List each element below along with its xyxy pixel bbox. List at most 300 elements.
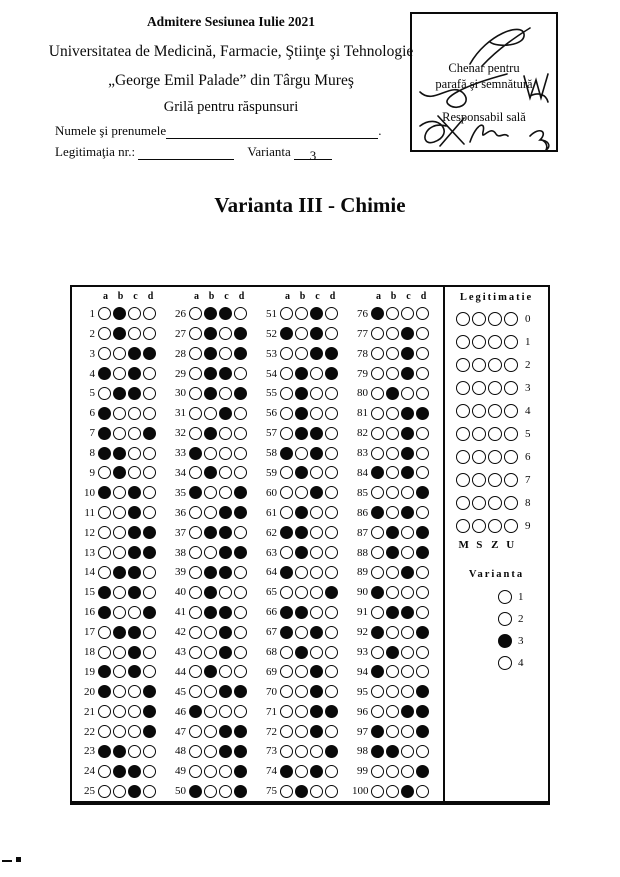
legitimatie-bubble-1-1 xyxy=(472,335,486,349)
answer-bubble-43-b xyxy=(204,646,217,659)
answer-bubble-66-d xyxy=(325,606,338,619)
legitimatie-letter-S: S xyxy=(476,539,483,551)
question-row-48 xyxy=(170,742,250,762)
question-row-34 xyxy=(170,463,250,483)
question-row-74 xyxy=(261,761,341,781)
question-row-86 xyxy=(352,503,432,523)
answer-bubble-45-a xyxy=(189,685,202,698)
question-row-21 xyxy=(79,702,159,722)
answer-bubble-68-b xyxy=(295,646,308,659)
answer-bubble-86-b xyxy=(386,506,399,519)
question-row-31 xyxy=(170,403,250,423)
question-number-67: 67 xyxy=(266,626,277,639)
answer-bubble-47-a xyxy=(189,725,202,738)
legitimatie-bubble-2-3 xyxy=(504,358,518,372)
question-row-60 xyxy=(261,483,341,503)
answer-bubble-44-a xyxy=(189,665,202,678)
answer-bubble-47-d xyxy=(234,725,247,738)
question-number-3: 3 xyxy=(89,347,95,360)
university-name: Universitatea de Medicină, Farmacie, Ştiinţe şi Tehnologie xyxy=(48,43,414,60)
answer-bubble-93-a xyxy=(371,646,384,659)
question-number-73: 73 xyxy=(266,745,277,758)
answer-bubble-16-b xyxy=(113,606,126,619)
question-number-68: 68 xyxy=(266,646,277,658)
option-letter-d: d xyxy=(147,291,154,302)
option-letter-c: c xyxy=(133,291,138,302)
varianta-rows xyxy=(445,586,548,674)
answer-bubble-94-a xyxy=(371,665,384,678)
answer-bubble-34-b xyxy=(204,466,217,479)
legitimatie-bubble-8-1 xyxy=(472,496,486,510)
option-header-row xyxy=(261,291,341,304)
answer-bubble-2-b xyxy=(113,327,126,340)
answer-bubble-50-d xyxy=(234,785,247,798)
answer-bubble-30-d xyxy=(234,387,247,400)
answer-bubble-29-b xyxy=(204,367,217,380)
answer-bubble-39-d xyxy=(234,566,247,579)
answer-bubble-19-d xyxy=(143,665,156,678)
answer-bubble-17-c xyxy=(128,626,141,639)
answer-bubble-26-a xyxy=(189,307,202,320)
answer-bubble-51-a xyxy=(280,307,293,320)
question-row-37 xyxy=(170,523,250,543)
answer-bubble-5-d xyxy=(143,387,156,400)
question-number-64: 64 xyxy=(266,566,277,579)
question-number-91: 91 xyxy=(357,606,368,619)
answer-bubble-11-c xyxy=(128,506,141,519)
question-row-40 xyxy=(170,582,250,602)
answer-bubble-88-d xyxy=(416,546,429,559)
question-row-72 xyxy=(261,722,341,742)
answer-bubble-46-a xyxy=(189,705,202,718)
answer-bubble-7-d xyxy=(143,427,156,440)
answer-bubble-29-c xyxy=(219,367,232,380)
answer-bubble-91-a xyxy=(371,606,384,619)
answer-bubble-53-a xyxy=(280,347,293,360)
answer-bubble-3-a xyxy=(98,347,111,360)
id-blank-line xyxy=(138,148,234,160)
answer-bubble-18-b xyxy=(113,646,126,659)
option-letter-a: a xyxy=(103,291,108,302)
answer-bubble-44-b xyxy=(204,665,217,678)
answer-bubble-21-a xyxy=(98,705,111,718)
legitimatie-bubble-5-2 xyxy=(488,427,502,441)
answer-bubble-23-c xyxy=(128,745,141,758)
answer-bubble-37-d xyxy=(234,526,247,539)
answer-bubble-2-d xyxy=(143,327,156,340)
option-letter-c: c xyxy=(315,291,320,302)
legitimatie-digit-label-2: 2 xyxy=(525,358,531,371)
varianta-row-2 xyxy=(445,608,548,630)
question-row-44 xyxy=(170,662,250,682)
answer-bubble-83-a xyxy=(371,447,384,460)
stamp-box xyxy=(410,12,558,152)
question-number-7: 7 xyxy=(89,427,95,440)
answer-bubble-12-c xyxy=(128,526,141,539)
question-number-60: 60 xyxy=(266,486,277,499)
answer-bubble-57-d xyxy=(325,427,338,440)
answer-bubble-95-b xyxy=(386,685,399,698)
answer-bubble-55-b xyxy=(295,387,308,400)
name-label: Numele şi prenumele xyxy=(55,123,167,138)
option-header-row xyxy=(79,291,159,304)
question-row-41 xyxy=(170,602,250,622)
question-number-49: 49 xyxy=(175,765,186,778)
answer-bubble-42-b xyxy=(204,626,217,639)
answer-bubble-90-a xyxy=(371,586,384,599)
legitimatie-bubble-7-3 xyxy=(504,473,518,487)
varianta-bubble-4 xyxy=(498,656,512,670)
answer-bubble-55-d xyxy=(325,387,338,400)
signature-stroke xyxy=(470,125,508,142)
answer-bubble-18-c xyxy=(128,646,141,659)
question-number-74: 74 xyxy=(266,765,277,778)
answer-bubble-3-c xyxy=(128,347,141,360)
question-number-32: 32 xyxy=(175,427,186,440)
answer-bubble-52-a xyxy=(280,327,293,340)
answer-bubble-10-b xyxy=(113,486,126,499)
answer-bubble-22-c xyxy=(128,725,141,738)
answer-bubble-82-b xyxy=(386,427,399,440)
question-number-15: 15 xyxy=(84,586,95,599)
legitimatie-letter-Z: Z xyxy=(491,539,499,551)
question-row-97 xyxy=(352,722,432,742)
answer-bubble-46-b xyxy=(204,705,217,718)
question-number-39: 39 xyxy=(175,566,186,579)
answer-bubble-64-d xyxy=(325,566,338,579)
answer-bubble-46-d xyxy=(234,705,247,718)
question-row-55 xyxy=(261,383,341,403)
answer-bubble-8-c xyxy=(128,447,141,460)
answer-bubble-36-b xyxy=(204,506,217,519)
answer-bubble-34-a xyxy=(189,466,202,479)
option-letter-c: c xyxy=(224,291,229,302)
legitimatie-row-1 xyxy=(445,330,548,353)
answer-bubble-83-c xyxy=(401,447,414,460)
answer-bubble-83-b xyxy=(386,447,399,460)
answer-bubble-41-c xyxy=(219,606,232,619)
answer-bubble-75-d xyxy=(325,785,338,798)
answer-bubble-42-c xyxy=(219,626,232,639)
legitimatie-row-3 xyxy=(445,376,548,399)
answer-bubble-52-b xyxy=(295,327,308,340)
answer-bubble-8-d xyxy=(143,447,156,460)
legitimatie-bubble-0-3 xyxy=(504,312,518,326)
answer-bubble-82-d xyxy=(416,427,429,440)
question-row-15 xyxy=(79,582,159,602)
question-row-93 xyxy=(352,642,432,662)
answer-bubble-73-d xyxy=(325,745,338,758)
question-number-66: 66 xyxy=(266,606,277,619)
answer-bubble-82-c xyxy=(401,427,414,440)
answer-bubble-87-d xyxy=(416,526,429,539)
question-number-77: 77 xyxy=(357,327,368,340)
option-letter-d: d xyxy=(329,291,336,302)
answer-bubble-98-c xyxy=(401,745,414,758)
answer-bubble-95-d xyxy=(416,685,429,698)
answer-bubble-57-a xyxy=(280,427,293,440)
answer-bubble-61-b xyxy=(295,506,308,519)
question-row-6 xyxy=(79,403,159,423)
answer-bubble-9-d xyxy=(143,466,156,479)
question-number-80: 80 xyxy=(357,387,368,400)
question-number-92: 92 xyxy=(357,626,368,639)
name-line-suffix: . xyxy=(378,123,382,138)
answer-bubble-36-d xyxy=(234,506,247,519)
answer-bubble-31-b xyxy=(204,407,217,420)
varianta-row-3 xyxy=(445,630,548,652)
question-row-26 xyxy=(170,304,250,324)
answer-bubble-23-a xyxy=(98,745,111,758)
question-row-59 xyxy=(261,463,341,483)
question-number-95: 95 xyxy=(357,685,368,698)
answer-bubble-10-a xyxy=(98,486,111,499)
option-letter-c: c xyxy=(406,291,411,302)
question-row-10 xyxy=(79,483,159,503)
answer-bubble-48-a xyxy=(189,745,202,758)
answer-bubble-60-a xyxy=(280,486,293,499)
answer-bubble-90-b xyxy=(386,586,399,599)
question-row-85 xyxy=(352,483,432,503)
question-number-16: 16 xyxy=(84,606,95,619)
answer-bubble-35-c xyxy=(219,486,232,499)
question-number-93: 93 xyxy=(357,646,368,658)
question-number-52: 52 xyxy=(266,327,277,340)
answer-bubble-97-d xyxy=(416,725,429,738)
question-number-70: 70 xyxy=(266,685,277,698)
answer-bubble-3-d xyxy=(143,347,156,360)
question-number-28: 28 xyxy=(175,347,186,360)
answer-bubble-24-b xyxy=(113,765,126,778)
answer-bubble-5-a xyxy=(98,387,111,400)
question-row-18 xyxy=(79,642,159,662)
question-columns xyxy=(72,287,443,801)
question-number-88: 88 xyxy=(357,546,368,559)
option-header-row xyxy=(170,291,250,304)
legitimatie-bubble-6-1 xyxy=(472,450,486,464)
answer-bubble-22-d xyxy=(143,725,156,738)
legitimatie-bubble-2-1 xyxy=(472,358,486,372)
legitimatie-row-4 xyxy=(445,399,548,422)
legitimatie-bubble-9-0 xyxy=(456,519,470,533)
question-row-3 xyxy=(79,344,159,364)
question-row-5 xyxy=(79,383,159,403)
answer-bubble-68-d xyxy=(325,646,338,659)
question-number-55: 55 xyxy=(266,387,277,400)
answer-bubble-1-c xyxy=(128,307,141,320)
legitimatie-bubble-3-2 xyxy=(488,381,502,395)
answer-bubble-31-d xyxy=(234,407,247,420)
question-number-87: 87 xyxy=(357,526,368,539)
answer-bubble-69-b xyxy=(295,665,308,678)
answer-bubble-69-d xyxy=(325,665,338,678)
answer-bubble-98-d xyxy=(416,745,429,758)
legitimatie-digit-label-3: 3 xyxy=(525,381,531,394)
answer-bubble-46-c xyxy=(219,705,232,718)
answer-bubble-28-c xyxy=(219,347,232,360)
question-number-1: 1 xyxy=(89,307,95,320)
answer-bubble-84-d xyxy=(416,466,429,479)
option-letter-b: b xyxy=(208,291,215,302)
answer-bubble-32-c xyxy=(219,427,232,440)
answer-bubble-55-c xyxy=(310,387,323,400)
legitimatie-bubble-7-0 xyxy=(456,473,470,487)
answer-bubble-30-c xyxy=(219,387,232,400)
answer-bubble-100-c xyxy=(401,785,414,798)
answer-bubble-84-c xyxy=(401,466,414,479)
answer-bubble-24-d xyxy=(143,765,156,778)
legitimatie-bubble-0-2 xyxy=(488,312,502,326)
varianta-bubble-3 xyxy=(498,634,512,648)
stamp-text xyxy=(412,60,556,92)
answer-bubble-17-b xyxy=(113,626,126,639)
option-letter-b: b xyxy=(299,291,306,302)
stamp-line-1: Chenar pentru xyxy=(448,61,520,75)
answer-bubble-5-b xyxy=(113,387,126,400)
question-row-75 xyxy=(261,781,341,801)
legitimatie-bubble-4-1 xyxy=(472,404,486,418)
answer-bubble-36-a xyxy=(189,506,202,519)
answer-bubble-4-d xyxy=(143,367,156,380)
question-row-80 xyxy=(352,383,432,403)
legitimatie-bubble-3-1 xyxy=(472,381,486,395)
answer-bubble-75-c xyxy=(310,785,323,798)
answer-bubble-79-b xyxy=(386,367,399,380)
varianta-row-4 xyxy=(445,652,548,674)
scan-artifact xyxy=(2,860,28,872)
answer-bubble-14-a xyxy=(98,566,111,579)
answer-bubble-32-d xyxy=(234,427,247,440)
answer-bubble-61-a xyxy=(280,506,293,519)
answer-bubble-64-a xyxy=(280,566,293,579)
question-number-33: 33 xyxy=(175,447,186,460)
answer-bubble-20-c xyxy=(128,685,141,698)
question-row-94 xyxy=(352,662,432,682)
answer-bubble-93-c xyxy=(401,646,414,659)
answer-bubble-80-b xyxy=(386,387,399,400)
answer-bubble-93-d xyxy=(416,646,429,659)
question-row-56 xyxy=(261,403,341,423)
answer-bubble-2-a xyxy=(98,327,111,340)
answer-bubble-100-d xyxy=(416,785,429,798)
question-row-51 xyxy=(261,304,341,324)
answer-bubble-9-a xyxy=(98,466,111,479)
question-row-23 xyxy=(79,742,159,762)
question-number-51: 51 xyxy=(266,307,277,320)
question-number-54: 54 xyxy=(266,367,277,380)
answer-bubble-9-c xyxy=(128,466,141,479)
answer-bubble-44-d xyxy=(234,665,247,678)
answer-bubble-44-c xyxy=(219,665,232,678)
answer-grid xyxy=(70,285,550,805)
answer-bubble-81-b xyxy=(386,407,399,420)
answer-bubble-21-c xyxy=(128,705,141,718)
question-number-100: 100 xyxy=(352,785,369,798)
legitimatie-bubble-6-3 xyxy=(504,450,518,464)
answer-bubble-81-d xyxy=(416,407,429,420)
answer-bubble-15-d xyxy=(143,586,156,599)
answer-bubble-87-b xyxy=(386,526,399,539)
option-letter-b: b xyxy=(117,291,124,302)
answer-bubble-63-d xyxy=(325,546,338,559)
answer-bubble-67-c xyxy=(310,626,323,639)
answer-bubble-5-c xyxy=(128,387,141,400)
question-number-59: 59 xyxy=(266,466,277,479)
question-row-65 xyxy=(261,582,341,602)
answer-bubble-39-a xyxy=(189,566,202,579)
stamp-line-2: parafă şi semnătură xyxy=(435,77,533,91)
legitimatie-digit-label-6: 6 xyxy=(525,450,531,463)
answer-bubble-98-a xyxy=(371,745,384,758)
question-number-37: 37 xyxy=(175,526,186,539)
legitimatie-bubble-3-3 xyxy=(504,381,518,395)
answer-bubble-22-a xyxy=(98,725,111,738)
answer-bubble-62-c xyxy=(310,526,323,539)
answer-bubble-10-c xyxy=(128,486,141,499)
answer-bubble-11-a xyxy=(98,506,111,519)
answer-bubble-37-c xyxy=(219,526,232,539)
answer-bubble-8-b xyxy=(113,447,126,460)
answer-bubble-33-d xyxy=(234,447,247,460)
varianta-option-label-1: 1 xyxy=(518,591,524,603)
legitimatie-bubble-2-0 xyxy=(456,358,470,372)
university-name-2: „George Emil Palade” din Târgu Mureş xyxy=(108,72,354,89)
question-row-45 xyxy=(170,682,250,702)
answer-bubble-57-c xyxy=(310,427,323,440)
answer-bubble-98-b xyxy=(386,745,399,758)
question-row-76 xyxy=(352,304,432,324)
name-field-row xyxy=(55,123,381,139)
answer-bubble-36-c xyxy=(219,506,232,519)
varianta-row-1 xyxy=(445,586,548,608)
question-row-13 xyxy=(79,543,159,563)
answer-bubble-1-a xyxy=(98,307,111,320)
answer-bubble-40-d xyxy=(234,586,247,599)
answer-bubble-59-a xyxy=(280,466,293,479)
answer-bubble-35-b xyxy=(204,486,217,499)
answer-bubble-12-b xyxy=(113,526,126,539)
question-column-2 xyxy=(170,291,250,801)
question-row-35 xyxy=(170,483,250,503)
answer-bubble-30-b xyxy=(204,387,217,400)
answer-bubble-91-d xyxy=(416,606,429,619)
question-row-53 xyxy=(261,344,341,364)
answer-bubble-64-b xyxy=(295,566,308,579)
answer-bubble-90-d xyxy=(416,586,429,599)
answer-bubble-33-b xyxy=(204,447,217,460)
answer-bubble-53-c xyxy=(310,347,323,360)
answer-bubble-76-d xyxy=(416,307,429,320)
answer-bubble-29-a xyxy=(189,367,202,380)
question-row-11 xyxy=(79,503,159,523)
answer-bubble-54-c xyxy=(310,367,323,380)
question-row-68 xyxy=(261,642,341,662)
answer-bubble-49-b xyxy=(204,765,217,778)
answer-bubble-25-b xyxy=(113,785,126,798)
legitimatie-bubble-2-2 xyxy=(488,358,502,372)
question-number-6: 6 xyxy=(89,407,95,420)
varianta-option-label-4: 4 xyxy=(518,657,524,669)
answer-bubble-4-a xyxy=(98,367,111,380)
legitimatie-letter-M: M xyxy=(458,539,469,551)
answer-bubble-4-c xyxy=(128,367,141,380)
question-number-27: 27 xyxy=(175,327,186,340)
answer-bubble-67-d xyxy=(325,626,338,639)
answer-bubble-94-c xyxy=(401,665,414,678)
answer-bubble-16-c xyxy=(128,606,141,619)
question-number-4: 4 xyxy=(89,367,95,380)
answer-bubble-65-c xyxy=(310,586,323,599)
